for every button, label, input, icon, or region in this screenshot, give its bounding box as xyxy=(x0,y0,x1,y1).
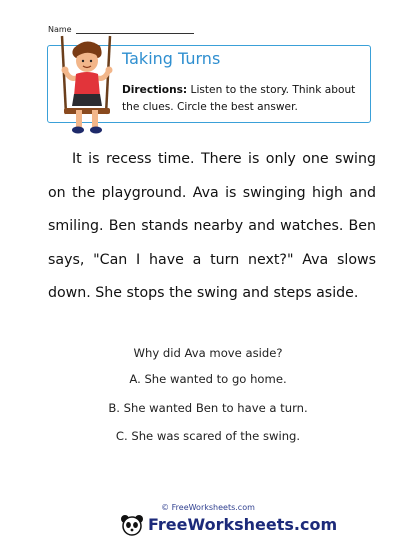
name-label: Name xyxy=(48,25,72,34)
worksheet-title: Taking Turns xyxy=(122,49,221,68)
story-text: It is recess time. There is only one swing on the playground. Ava is swinging high and smiling. Ben stands nearby and watches. Ben says, "Can I have a turn next?" Ava slows down. She stops the swing and steps aside. xyxy=(48,151,376,302)
child-on-swing-illustration xyxy=(52,34,124,138)
story-paragraph xyxy=(48,143,376,311)
footer-copyright: © FreeWorksheets.com xyxy=(161,503,255,512)
panda-logo-icon xyxy=(120,514,144,536)
directions-label: Directions: xyxy=(122,84,188,96)
answer-option-a[interactable]: A. She wanted to go home. xyxy=(129,372,287,386)
answer-option-c[interactable]: C. She was scared of the swing. xyxy=(115,429,301,443)
footer-logo xyxy=(118,514,338,536)
directions xyxy=(122,82,367,116)
brand-wordmark: FreeWorksheets.com xyxy=(148,515,338,534)
answer-option-b[interactable]: B. She wanted Ben to have a turn. xyxy=(108,401,308,415)
question-prompt: Why did Ava move aside? xyxy=(133,346,283,360)
directions-text: Listen to the story. Think about the clues. Circle the best answer. xyxy=(122,84,356,113)
